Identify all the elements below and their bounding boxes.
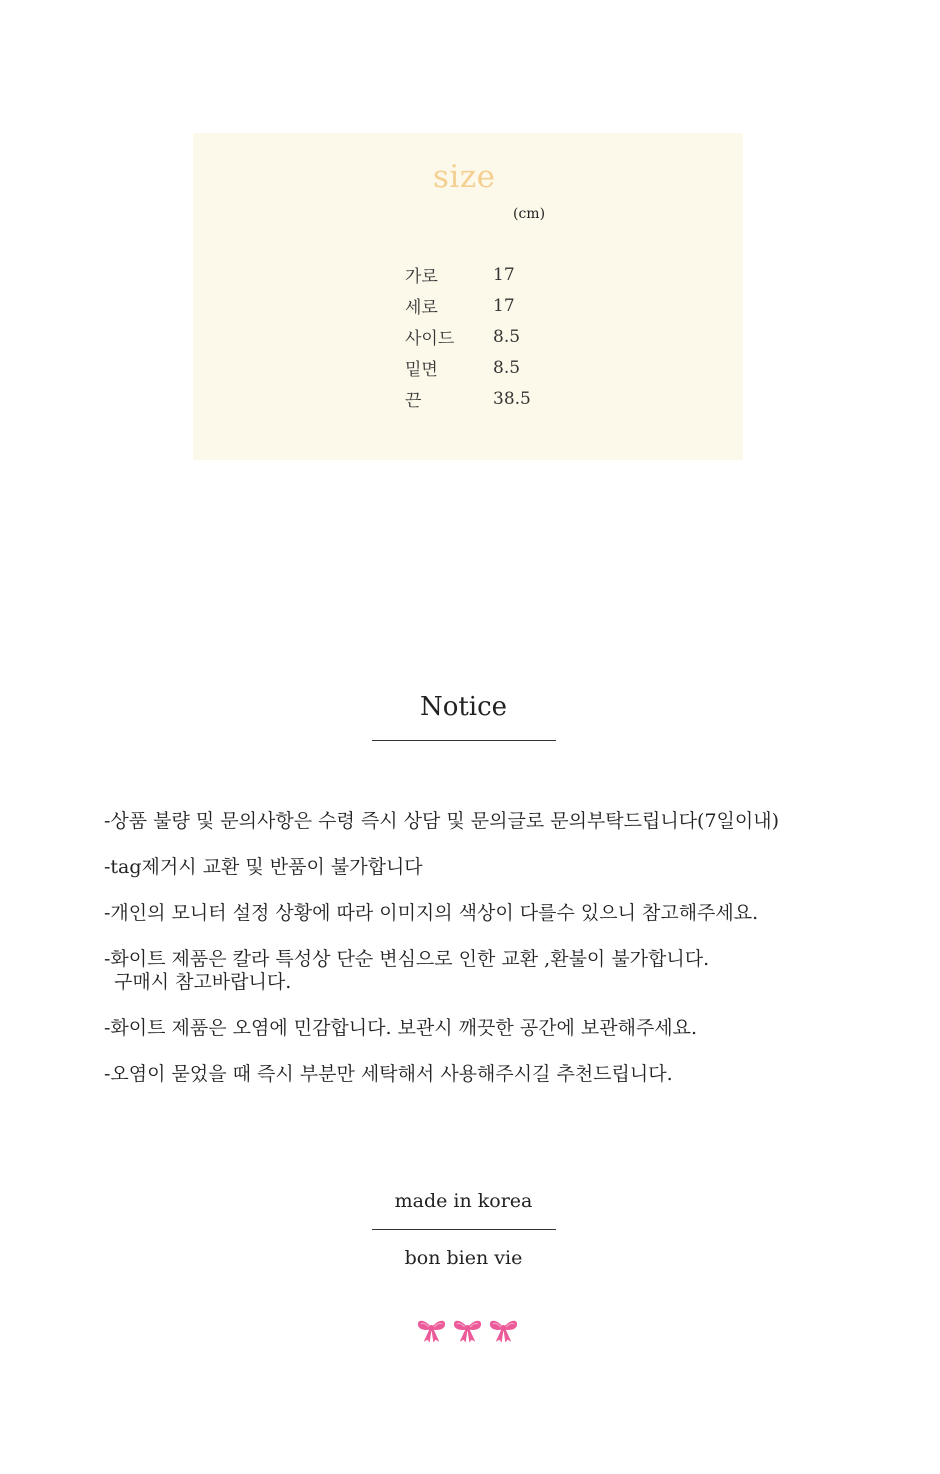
bow-icon (488, 1316, 519, 1344)
bow-icon (416, 1316, 447, 1344)
brand-name: bon bien vie (404, 1247, 523, 1269)
size-card (193, 133, 743, 460)
size-table (405, 259, 531, 414)
size-unit: (cm) (513, 206, 546, 222)
size-value: 8.5 (493, 326, 521, 347)
bow-icon (452, 1316, 483, 1344)
notice-item (104, 902, 904, 925)
size-row (405, 259, 531, 290)
size-label: 끈 (405, 391, 422, 411)
size-value: 38.5 (493, 388, 531, 409)
size-label: 가로 (405, 267, 438, 287)
notice-divider (372, 740, 556, 741)
size-value: 17 (493, 264, 515, 285)
notice-list (104, 810, 904, 1109)
size-row (405, 352, 531, 383)
notice-text: -tag제거시 교환 및 반품이 불가합니다 (104, 856, 423, 878)
notice-text: -상품 불량 및 문의사항은 수령 즉시 상담 및 문의글로 문의부탁드립니다(7일이내) (104, 810, 780, 832)
size-value: 17 (493, 295, 515, 316)
notice-text: -화이트 제품은 오염에 민감합니다. 보관시 깨끗한 공간에 보관해주세요. (104, 1017, 698, 1039)
notice-text: -화이트 제품은 칼라 특성상 단순 변심으로 인한 교환 ,환불이 불가합니다. (104, 948, 710, 970)
notice-item (104, 948, 904, 994)
size-row (405, 321, 531, 352)
notice-text-continued: 구매시 참고바랍니다. (114, 971, 292, 993)
notice-text: -개인의 모니터 설정 상황에 따라 이미지의 색상이 다를수 있으니 참고해주세요. (104, 902, 759, 924)
notice-item (104, 856, 904, 879)
size-row (405, 383, 531, 414)
notice-item (104, 1017, 904, 1040)
size-value: 8.5 (493, 357, 521, 378)
made-in-label: made in korea (394, 1190, 533, 1212)
notice-title: Notice (419, 692, 508, 722)
size-title: size (433, 159, 496, 195)
notice-item (104, 1063, 904, 1086)
notice-item (104, 810, 904, 833)
size-label: 밑면 (405, 360, 438, 380)
size-label: 사이드 (405, 329, 455, 349)
footer-divider (372, 1229, 556, 1230)
size-label: 세로 (405, 298, 438, 318)
size-row (405, 290, 531, 321)
bow-row (416, 1316, 519, 1344)
notice-text: -오염이 묻었을 때 즉시 부분만 세탁해서 사용해주시길 추천드립니다. (104, 1063, 673, 1085)
